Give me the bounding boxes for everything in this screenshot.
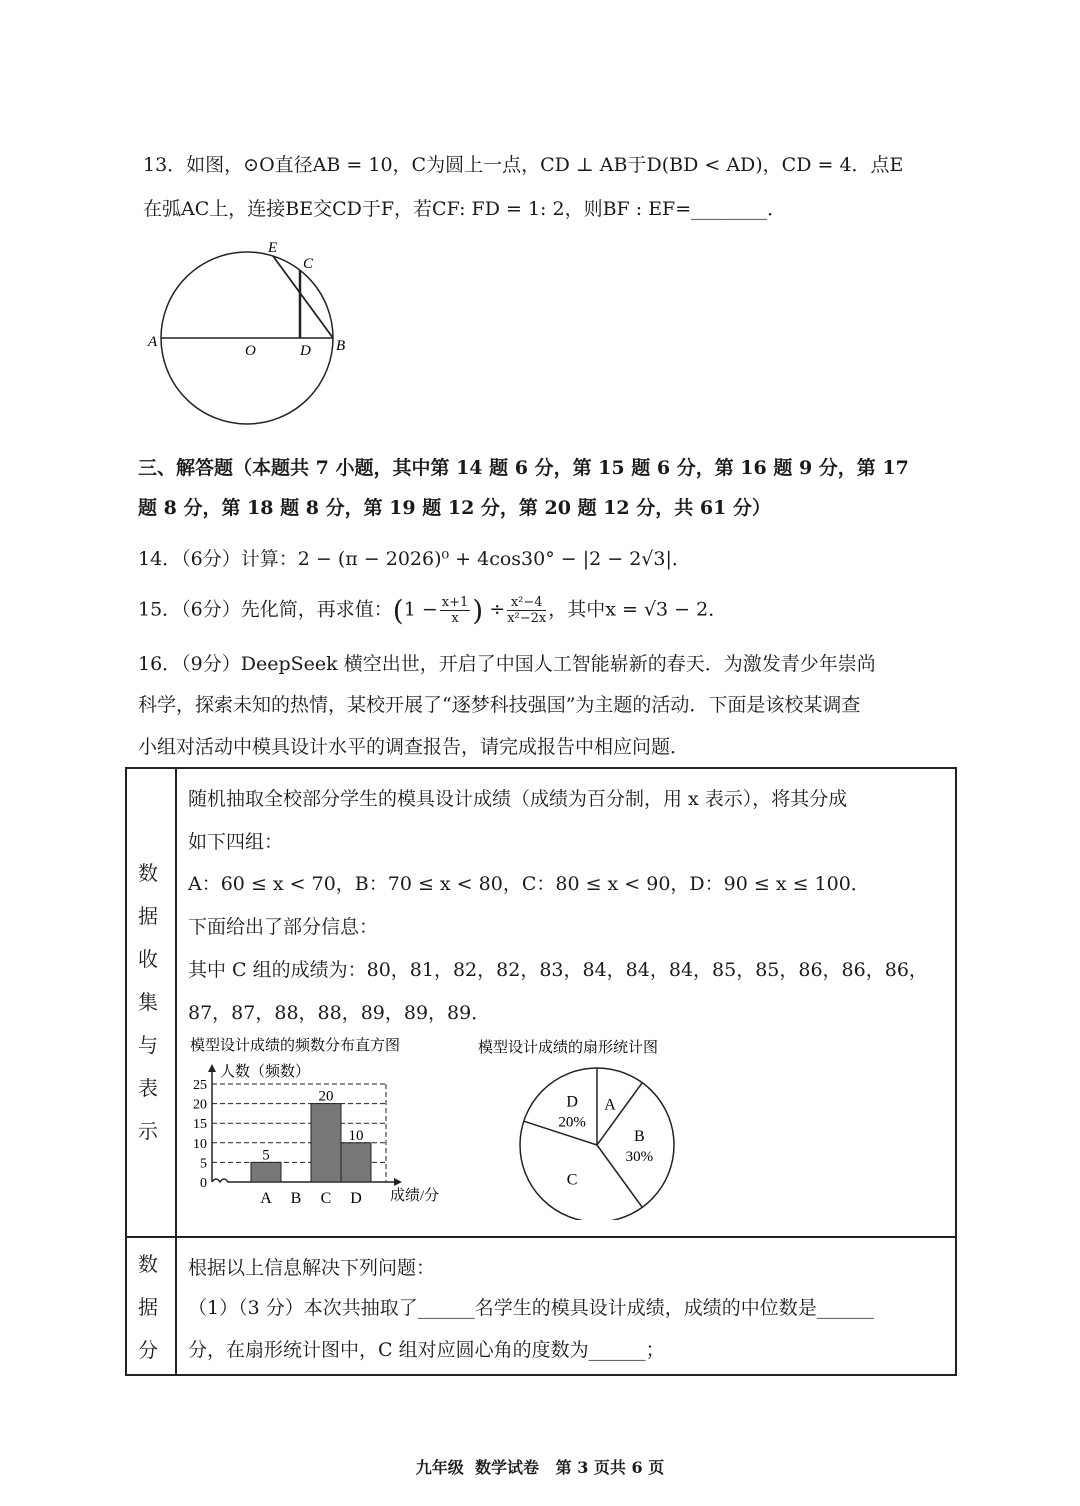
header-char: 收	[138, 947, 158, 971]
x-tick-label: C	[320, 1190, 332, 1207]
histogram-bar	[341, 1143, 371, 1182]
histogram-xlabel: 成绩/分	[390, 1188, 440, 1204]
numerator: x²−4	[507, 595, 546, 611]
label-a: A	[148, 334, 158, 350]
y-tick-label: 20	[193, 1097, 207, 1113]
label-b: B	[336, 338, 346, 354]
q16-line2: 科学，探索未知的热情，某校开展了“逐梦科技强国”为主题的活动．下面是该校某调查	[138, 694, 861, 716]
pie-title: 模型设计成绩的扇形统计图	[478, 1040, 659, 1056]
q15-divide: ÷	[489, 598, 506, 621]
header-char: 分	[138, 1338, 158, 1362]
header-char: 示	[138, 1119, 158, 1143]
y-axis-arrow	[208, 1064, 216, 1072]
row2-line: （1）（3 分）本次共抽取了______名学生的模具设计成绩，成绩的中位数是______	[188, 1297, 874, 1319]
row2-header	[128, 1243, 168, 1372]
y-tick-label: 25	[193, 1078, 207, 1093]
pie-slice-label: A	[604, 1096, 616, 1114]
histogram-bar	[251, 1162, 281, 1182]
pie-slice-label: D	[566, 1093, 578, 1111]
y-tick-label: 5	[200, 1156, 207, 1172]
q13-line1: 13．如图，⊙O直径AB = 10，C为圆上一点，CD ⊥ AB于D(BD < AD)，CD = 4．点E	[143, 154, 904, 176]
denominator: x²−2x	[507, 611, 547, 626]
row1-line: 随机抽取全校部分学生的模具设计成绩（成绩为百分制，用 x 表示），将其分成	[188, 788, 848, 810]
q15	[138, 594, 727, 627]
q15-fraction-1	[440, 595, 471, 626]
header-char: 与	[138, 1033, 158, 1057]
table-column-divider	[175, 767, 177, 1376]
y-tick-label: 10	[193, 1136, 207, 1152]
histogram	[193, 1064, 402, 1207]
row1-line: 如下四组：	[188, 831, 284, 853]
row2-line: 根据以上信息解决下列问题：	[188, 1257, 436, 1279]
histogram-ylabel: 人数（频数）	[220, 1064, 311, 1080]
q14: 14．（6分）计算：2 − (π − 2026)⁰ + 4cos30° − |2 − 2√3|．	[138, 548, 691, 570]
row2-line: 分，在扇形统计图中，C 组对应圆心角的度数为______；	[188, 1339, 665, 1361]
pie-slice-percent: 20%	[558, 1114, 586, 1131]
x-tick-label: D	[350, 1190, 362, 1207]
q15-prefix: 15．（6分）先化简，再求值：	[138, 598, 393, 621]
q15-fraction-2	[507, 595, 546, 626]
histogram-title: 模型设计成绩的频数分布直方图	[190, 1038, 401, 1054]
y-tick-label: 0	[200, 1176, 207, 1191]
q13-line2: 在弧AC上，连接BE交CD于F，若CF: FD = 1: 2，则BF : EF=________．	[143, 198, 787, 220]
label-d: D	[300, 343, 311, 359]
header-char: 据	[138, 1295, 158, 1319]
header-char: 表	[138, 1076, 158, 1100]
pie-slice-label: B	[634, 1128, 645, 1145]
circle-figure	[140, 230, 370, 430]
header-char: 数	[138, 861, 158, 885]
q15-close-paren: )	[472, 594, 484, 627]
section3-line1: 三、解答题（本题共 7 小题，其中第 14 题 6 分，第 15 题 6 分，第 16 题 9 分，第 17	[138, 457, 909, 479]
row1-line: 其中 C 组的成绩为：80，81，82，82，83，84，84，84，85，85，86，86，86，	[188, 959, 928, 981]
x-axis-arrow	[394, 1178, 402, 1186]
label-e: E	[268, 240, 278, 256]
y-tick-label: 15	[193, 1117, 207, 1133]
table-row-divider	[125, 1236, 957, 1238]
q15-suffix: ，其中x = √3 − 2．	[548, 598, 728, 621]
q16-line1: 16．（9分）DeepSeek 横空出世，开启了中国人工智能崭新的春天．为激发青少年崇尚	[138, 653, 876, 675]
pie-slice-percent: 30%	[625, 1149, 654, 1165]
numerator: x+1	[441, 595, 469, 610]
pie-chart	[520, 1068, 674, 1220]
q15-open-paren: (	[392, 594, 404, 627]
x-tick-label: B	[290, 1190, 302, 1207]
header-char: 集	[138, 990, 158, 1014]
pie-slice-label: C	[566, 1171, 578, 1189]
header-char: 数	[138, 1252, 158, 1276]
label-c: C	[303, 256, 314, 272]
bar-data-label: 10	[348, 1127, 364, 1144]
header-char: 据	[138, 904, 158, 928]
q15-one-minus: 1 −	[403, 598, 438, 621]
bar-data-label: 20	[318, 1088, 334, 1105]
label-o: O	[245, 343, 256, 359]
row1-header	[128, 852, 168, 1153]
x-axis	[212, 1179, 400, 1182]
q16-line3: 小组对活动中模具设计水平的调查报告，请完成报告中相应问题．	[138, 736, 690, 758]
section3-line2: 题 8 分，第 18 题 8 分，第 19 题 12 分，第 20 题 12 分，共 61 分）	[138, 497, 771, 519]
page-footer: 九年级 数学试卷 第 3 页共 6 页	[415, 1458, 665, 1477]
row1-line: A：60 ≤ x < 70，B：70 ≤ x < 80，C：80 ≤ x < 90，D：90 ≤ x ≤ 100．	[188, 873, 870, 895]
denominator: x	[451, 611, 459, 626]
row1-line: 87，87，88，88，89，89，89．	[188, 1002, 491, 1024]
bar-data-label: 5	[262, 1147, 270, 1164]
histogram-bar	[311, 1104, 341, 1182]
x-tick-label: A	[260, 1190, 272, 1207]
charts	[180, 1030, 700, 1220]
row1-line: 下面给出了部分信息：	[188, 916, 379, 938]
